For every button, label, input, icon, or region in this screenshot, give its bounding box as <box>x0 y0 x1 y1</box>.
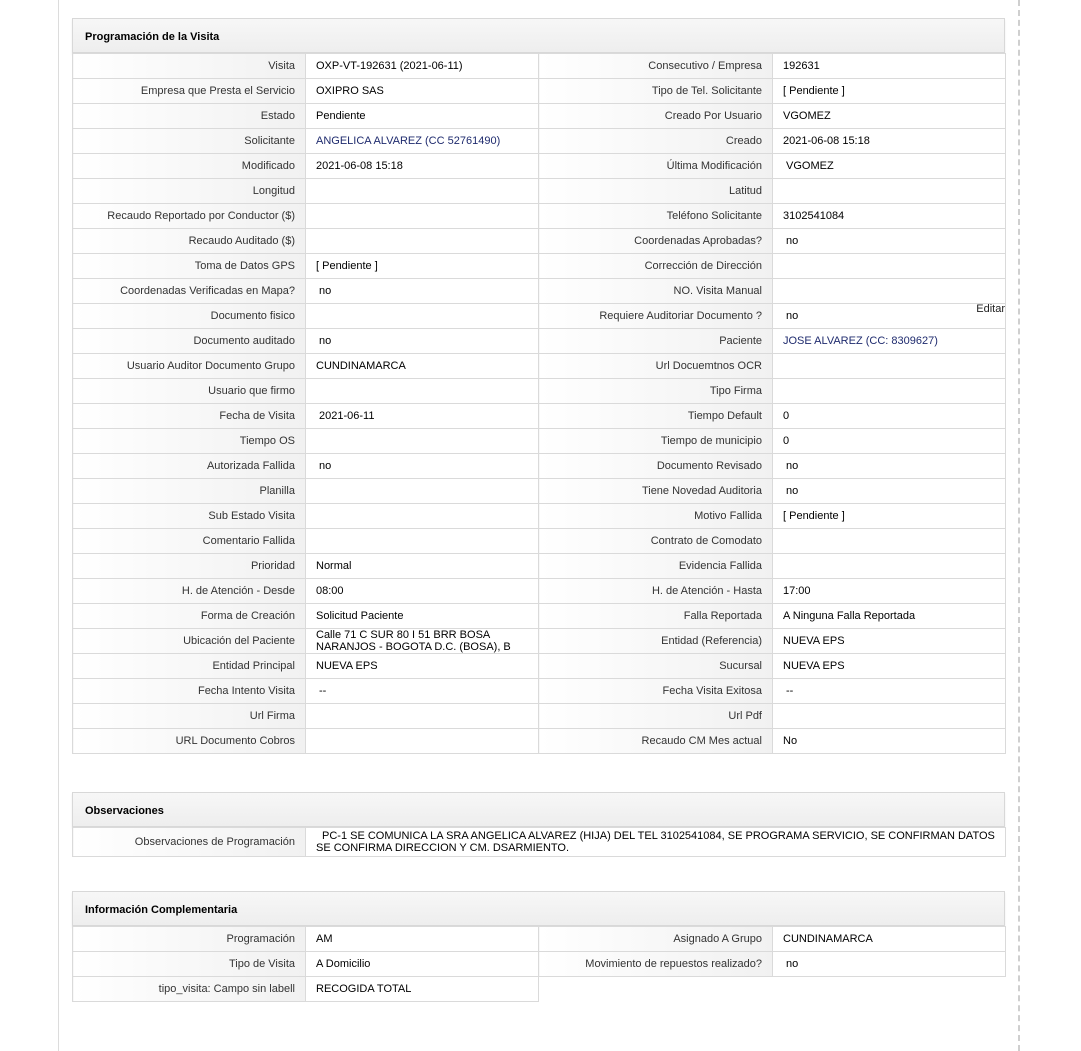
table-row <box>73 154 1006 179</box>
field-value: no <box>306 454 539 479</box>
field-value: A Domicilio <box>306 952 539 977</box>
table-row <box>73 554 1006 579</box>
field-value: A Ninguna Falla Reportada <box>773 604 1006 629</box>
field-label: Creado <box>539 129 773 154</box>
table-row <box>73 54 1006 79</box>
left-border <box>58 0 59 1051</box>
empty-cell <box>539 977 773 1002</box>
empty-cell <box>773 977 1006 1002</box>
field-label: Latitud <box>539 179 773 204</box>
field-value: [ Pendiente ] <box>773 504 1006 529</box>
table-row <box>73 204 1006 229</box>
field-label: Ubicación del Paciente <box>73 629 306 654</box>
field-label: Evidencia Fallida <box>539 554 773 579</box>
table-row <box>73 579 1006 604</box>
table-row <box>73 729 1006 754</box>
field-value <box>306 529 539 554</box>
field-label: Sucursal <box>539 654 773 679</box>
field-label: Consecutivo / Empresa <box>539 54 773 79</box>
field-label: Estado <box>73 104 306 129</box>
field-value <box>306 204 539 229</box>
field-value: AM <box>306 927 539 952</box>
field-label: Teléfono Solicitante <box>539 204 773 229</box>
field-label: Contrato de Comodato <box>539 529 773 554</box>
field-label: Asignado A Grupo <box>539 927 773 952</box>
field-value <box>306 504 539 529</box>
observaciones-value: PC-1 SE COMUNICA LA SRA ANGELICA ALVAREZ (HIJA) DEL TEL 3102541084, SE PROGRAMA SERVICIO, SE CONFIRMAN DATOS SE CONFIRMA DIRECCION Y CM. DSARMIENTO. <box>306 828 1006 857</box>
table-row <box>73 952 1006 977</box>
field-label: Coordenadas Aprobadas? <box>539 229 773 254</box>
field-label: Entidad Principal <box>73 654 306 679</box>
field-value <box>773 379 1006 404</box>
field-value <box>306 729 539 754</box>
field-label: Recaudo Auditado ($) <box>73 229 306 254</box>
field-label: NO. Visita Manual <box>539 279 773 304</box>
field-value: no <box>773 454 1006 479</box>
field-value: 3102541084 <box>773 204 1006 229</box>
table-row <box>73 479 1006 504</box>
right-dashed-border <box>1018 0 1020 1051</box>
field-label: H. de Atención - Desde <box>73 579 306 604</box>
field-label: Url Docuemtnos OCR <box>539 354 773 379</box>
table-row <box>73 529 1006 554</box>
field-value: 2021-06-08 15:18 <box>306 154 539 179</box>
field-label: Recaudo CM Mes actual <box>539 729 773 754</box>
field-value: RECOGIDA TOTAL <box>306 977 539 1002</box>
field-value: Calle 71 C SUR 80 I 51 BRR BOSA NARANJOS - BOGOTA D.C. (BOSA), B <box>306 629 539 654</box>
field-label: tipo_visita: Campo sin labell <box>73 977 306 1002</box>
field-value: [ Pendiente ] <box>773 79 1006 104</box>
field-value: -- <box>773 679 1006 704</box>
table-row <box>73 79 1006 104</box>
field-label: Fecha Visita Exitosa <box>539 679 773 704</box>
programacion-table <box>72 53 1006 754</box>
table-row <box>73 404 1006 429</box>
observaciones-title: Observaciones <box>72 792 1005 827</box>
field-value: 192631 <box>773 54 1006 79</box>
field-value: no <box>306 279 539 304</box>
observaciones-panel <box>72 792 1005 857</box>
table-row <box>73 504 1006 529</box>
field-label: Falla Reportada <box>539 604 773 629</box>
field-value: 0 <box>773 429 1006 454</box>
complementaria-panel <box>72 891 1005 1002</box>
observaciones-label: Observaciones de Programación <box>73 828 306 857</box>
field-label: URL Documento Cobros <box>73 729 306 754</box>
field-value: -- <box>306 679 539 704</box>
field-label: Tiempo OS <box>73 429 306 454</box>
observaciones-table <box>72 827 1006 857</box>
field-label: Visita <box>73 54 306 79</box>
table-row <box>73 679 1006 704</box>
field-label: Corrección de Dirección <box>539 254 773 279</box>
field-value: [ Pendiente ] <box>306 254 539 279</box>
field-label: Creado Por Usuario <box>539 104 773 129</box>
field-value <box>773 704 1006 729</box>
field-value <box>773 554 1006 579</box>
field-value <box>306 229 539 254</box>
field-label: Forma de Creación <box>73 604 306 629</box>
field-label: Documento Revisado <box>539 454 773 479</box>
field-value: no <box>773 479 1006 504</box>
field-value <box>773 529 1006 554</box>
table-row <box>73 179 1006 204</box>
field-label: Requiere Auditoriar Documento ? <box>539 304 773 329</box>
table-row <box>73 379 1006 404</box>
field-value: no <box>773 229 1006 254</box>
field-value <box>773 179 1006 204</box>
field-value: OXIPRO SAS <box>306 79 539 104</box>
field-label: Usuario Auditor Documento Grupo <box>73 354 306 379</box>
field-value: CUNDINAMARCA <box>773 927 1006 952</box>
field-value: JOSE ALVAREZ (CC: 8309627) <box>773 329 1006 354</box>
field-label: Última Modificación <box>539 154 773 179</box>
field-label: Comentario Fallida <box>73 529 306 554</box>
programacion-panel <box>72 18 1005 754</box>
field-value: NUEVA EPS <box>773 629 1006 654</box>
field-value: NUEVA EPS <box>773 654 1006 679</box>
table-row <box>73 329 1006 354</box>
field-value: no <box>306 329 539 354</box>
field-value: OXP-VT-192631 (2021-06-11) <box>306 54 539 79</box>
field-value <box>773 354 1006 379</box>
field-label: Prioridad <box>73 554 306 579</box>
field-value: 2021-06-08 15:18 <box>773 129 1006 154</box>
table-row <box>73 654 1006 679</box>
field-value: no <box>773 952 1006 977</box>
field-label: H. de Atención - Hasta <box>539 579 773 604</box>
field-value: VGOMEZ <box>773 154 1006 179</box>
field-label: Tiene Novedad Auditoria <box>539 479 773 504</box>
field-label: Fecha de Visita <box>73 404 306 429</box>
complementaria-title: Información Complementaria <box>72 891 1005 926</box>
table-row <box>73 604 1006 629</box>
field-label: Tiempo Default <box>539 404 773 429</box>
field-label: Url Pdf <box>539 704 773 729</box>
field-value <box>306 179 539 204</box>
table-row <box>73 629 1006 654</box>
field-label: Paciente <box>539 329 773 354</box>
programacion-title: Programación de la Visita <box>72 18 1005 53</box>
field-value: 08:00 <box>306 579 539 604</box>
edit-link[interactable]: Editar <box>976 303 1005 315</box>
field-value: VGOMEZ <box>773 104 1006 129</box>
field-value <box>306 479 539 504</box>
table-row <box>73 229 1006 254</box>
table-row <box>73 104 1006 129</box>
table-row <box>73 129 1006 154</box>
field-value: ANGELICA ALVAREZ (CC 52761490) <box>306 129 539 154</box>
table-row <box>73 927 1006 952</box>
table-row <box>73 254 1006 279</box>
table-row <box>73 828 1006 857</box>
field-label: Fecha Intento Visita <box>73 679 306 704</box>
field-label: Sub Estado Visita <box>73 504 306 529</box>
field-label: Solicitante <box>73 129 306 154</box>
field-value: CUNDINAMARCA <box>306 354 539 379</box>
field-value <box>306 379 539 404</box>
field-value <box>773 254 1006 279</box>
field-label: Documento fisico <box>73 304 306 329</box>
field-value: Solicitud Paciente <box>306 604 539 629</box>
field-label: Planilla <box>73 479 306 504</box>
field-value: 2021-06-11 <box>306 404 539 429</box>
field-value: No <box>773 729 1006 754</box>
field-value <box>306 704 539 729</box>
table-row <box>73 704 1006 729</box>
field-value <box>306 429 539 454</box>
table-row <box>73 429 1006 454</box>
field-label: Entidad (Referencia) <box>539 629 773 654</box>
field-value: 17:00 <box>773 579 1006 604</box>
table-row <box>73 454 1006 479</box>
table-row <box>73 304 1006 329</box>
field-label: Tipo de Visita <box>73 952 306 977</box>
field-value: Pendiente <box>306 104 539 129</box>
table-row <box>73 354 1006 379</box>
field-label: Usuario que firmo <box>73 379 306 404</box>
field-label: Tipo de Tel. Solicitante <box>539 79 773 104</box>
field-label: Tipo Firma <box>539 379 773 404</box>
field-label: Recaudo Reportado por Conductor ($) <box>73 204 306 229</box>
field-value <box>773 279 1006 304</box>
complementaria-table <box>72 926 1006 1002</box>
field-label: Coordenadas Verificadas en Mapa? <box>73 279 306 304</box>
field-label: Motivo Fallida <box>539 504 773 529</box>
field-label: Longitud <box>73 179 306 204</box>
table-row <box>73 977 1006 1002</box>
field-label: Toma de Datos GPS <box>73 254 306 279</box>
field-label: Url Firma <box>73 704 306 729</box>
field-label: Modificado <box>73 154 306 179</box>
field-value <box>306 304 539 329</box>
field-label: Autorizada Fallida <box>73 454 306 479</box>
field-label: Documento auditado <box>73 329 306 354</box>
table-row <box>73 279 1006 304</box>
field-value: Normal <box>306 554 539 579</box>
field-label: Movimiento de repuestos realizado? <box>539 952 773 977</box>
field-value: 0 <box>773 404 1006 429</box>
field-value: no Editar <box>773 304 1006 329</box>
field-label: Tiempo de municipio <box>539 429 773 454</box>
field-label: Programación <box>73 927 306 952</box>
field-label: Empresa que Presta el Servicio <box>73 79 306 104</box>
field-value: NUEVA EPS <box>306 654 539 679</box>
